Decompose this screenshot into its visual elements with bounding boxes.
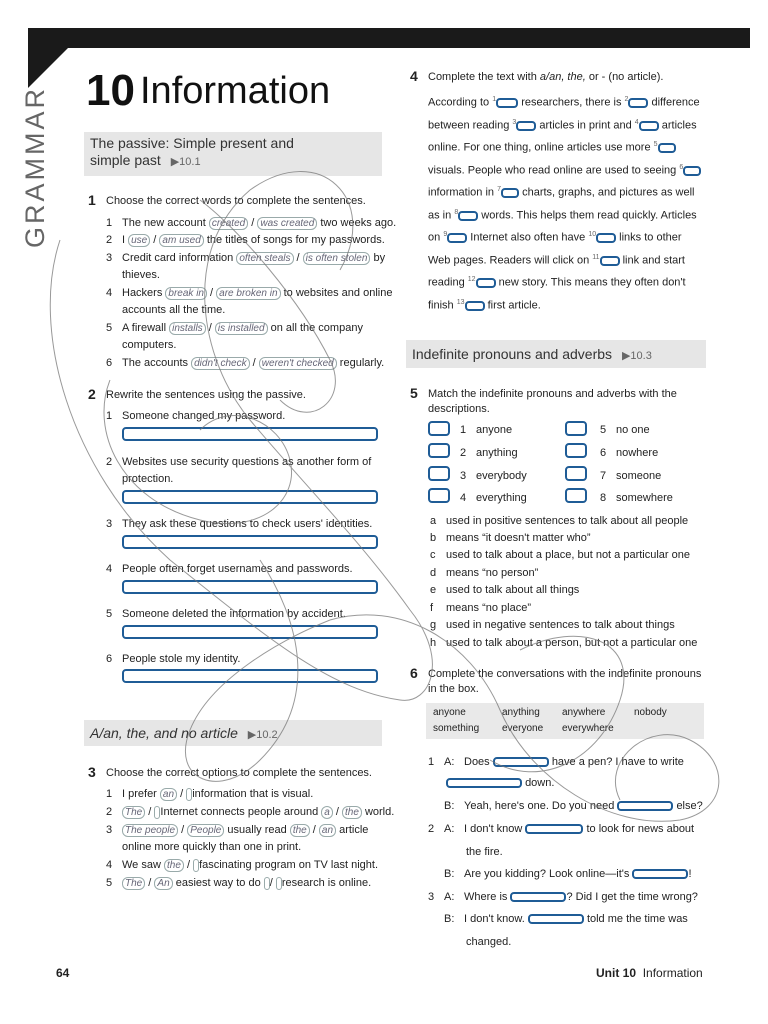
list-item: 3 Credit card information often steals / is often stolen by xyxy=(106,252,386,264)
exercise-instruction: Match the indefinite pronouns and adverbs with the xyxy=(428,388,677,400)
word-box-item: nobody xyxy=(634,707,667,718)
exercise-instruction: Choose the correct words to complete the sentences. xyxy=(106,195,366,207)
text-line: finish $^{13}$ first article. xyxy=(428,299,541,312)
word-box-item: everywhere xyxy=(562,723,614,734)
answer-field[interactable] xyxy=(122,490,378,504)
blank-field[interactable] xyxy=(528,914,584,924)
list-item: 5 no one xyxy=(600,424,650,436)
exercise-number: 1 xyxy=(88,192,96,208)
answer-field[interactable] xyxy=(122,669,378,683)
option-a[interactable]: didn't check xyxy=(191,357,250,370)
list-item: 1 The new account created / was created two weeks ago. xyxy=(106,217,397,229)
word-box-item: something xyxy=(433,723,480,734)
list-item: 4 everything xyxy=(460,492,527,504)
blank-field[interactable] xyxy=(510,892,566,902)
exercise-instruction: Choose the correct options to complete the sentences. xyxy=(106,767,372,779)
match-box[interactable] xyxy=(428,488,450,503)
list-item-cont: protection. xyxy=(122,473,174,485)
top-bar xyxy=(28,28,750,48)
option-b[interactable]: is often stolen xyxy=(303,252,371,265)
list-item-cont: accounts all the time. xyxy=(122,304,226,316)
side-label: GRAMMAR xyxy=(20,86,50,248)
blank-field[interactable] xyxy=(476,278,496,288)
blank-field[interactable] xyxy=(628,98,648,108)
answer-field[interactable] xyxy=(122,625,378,639)
list-item: 6 People stole my identity. xyxy=(106,653,241,665)
list-item: 1 I prefer an / information that is visual. xyxy=(106,788,314,800)
exercise-instruction: Complete the text with a/an, the, or - (no article). xyxy=(428,71,664,83)
section-header-articles: A/an, the, and no article ▶10.2 xyxy=(84,720,382,746)
footer-unit: Unit 10 Information xyxy=(596,966,703,980)
option-b[interactable]: are broken in xyxy=(216,287,280,300)
list-item: 2 Websites use security questions as another form of xyxy=(106,456,372,468)
exercise-number: 3 xyxy=(88,764,96,780)
option-a[interactable]: installs xyxy=(169,322,206,335)
list-item: 3 They ask these questions to check users' identities. xyxy=(106,518,373,530)
option-b[interactable]: was created xyxy=(257,217,317,230)
option-b[interactable]: is installed xyxy=(215,322,268,335)
blank-field[interactable] xyxy=(596,233,616,243)
list-item: 6 nowhere xyxy=(600,447,659,459)
blank-field[interactable] xyxy=(496,98,518,108)
text-line: as in $^8$ words. This helps them read quickly. Articles xyxy=(428,209,697,222)
blank-field[interactable] xyxy=(600,256,620,266)
conversation-line: down. xyxy=(446,776,554,790)
blank-field[interactable] xyxy=(525,824,583,834)
description-item: h used to talk about a person, but not a particular one xyxy=(430,637,698,649)
text-line: Web pages. Readers will click on $^{11}$ link and start xyxy=(428,254,685,267)
description-item: a used in positive sentences to talk about all people xyxy=(430,515,689,527)
blank-field[interactable] xyxy=(683,166,701,176)
list-item: 2 anything xyxy=(460,447,518,459)
blank-field[interactable] xyxy=(501,188,519,198)
word-box-item: anyone xyxy=(433,707,466,718)
list-item: 4 People often forget usernames and passwords. xyxy=(106,563,353,575)
exercise-instruction-cont: descriptions. xyxy=(428,403,490,415)
blank-field[interactable] xyxy=(493,757,549,767)
blank-field[interactable] xyxy=(639,121,659,131)
option-a[interactable]: created xyxy=(209,217,248,230)
conversation-line: changed. xyxy=(466,936,512,948)
option-b[interactable]: weren't checked xyxy=(259,357,337,370)
match-box[interactable] xyxy=(428,421,450,436)
list-item: 5 A firewall installs / is installed on all the company xyxy=(106,322,363,334)
list-item-cont: thieves. xyxy=(122,269,160,281)
exercise-instruction-cont: in the box. xyxy=(428,683,479,695)
conversation-line: the fire. xyxy=(466,846,503,858)
match-box[interactable] xyxy=(565,466,587,481)
description-item: f means “no place” xyxy=(430,602,531,614)
answer-field[interactable] xyxy=(122,580,378,594)
text-line: reading $^{12}$ new story. This means they often don't xyxy=(428,276,686,289)
exercise-number: 6 xyxy=(410,665,418,681)
blank-field[interactable] xyxy=(516,121,536,131)
list-item: 4 Hackers break in / are broken in to websites and online xyxy=(106,287,393,299)
match-box[interactable] xyxy=(428,443,450,458)
blank-field[interactable] xyxy=(458,211,478,221)
description-item: d means “no person” xyxy=(430,567,539,579)
list-item: 8 somewhere xyxy=(600,492,673,504)
list-item: 6 The accounts didn't check / weren't checked regularly. xyxy=(106,357,385,369)
match-box[interactable] xyxy=(565,488,587,503)
unit-number: 10 xyxy=(86,66,135,115)
blank-field[interactable] xyxy=(446,778,522,788)
exercise-instruction: Complete the conversations with the indefinite pronouns xyxy=(428,668,702,680)
blank-field[interactable] xyxy=(447,233,467,243)
exercise-instruction: Rewrite the sentences using the passive. xyxy=(106,389,306,401)
option-a[interactable]: break in xyxy=(165,287,207,300)
conversation-line: 3 A: Where is ? Did I get the time wrong? xyxy=(428,891,698,903)
list-item-cont: computers. xyxy=(122,339,177,351)
option-a[interactable]: use xyxy=(128,234,150,247)
description-item: g used in negative sentences to talk about things xyxy=(430,619,675,631)
answer-field[interactable] xyxy=(122,535,378,549)
section-header-pronouns: Indefinite pronouns and adverbs ▶10.3 xyxy=(406,340,706,368)
list-item: 5 Someone deleted the information by accident. xyxy=(106,608,346,620)
list-item: 2 I use / am used the titles of songs for my passwords. xyxy=(106,234,385,246)
exercise-number: 2 xyxy=(88,386,96,402)
list-item: 1 anyone xyxy=(460,424,513,436)
conversation-line: 1 A: Does have a pen? I have to write xyxy=(428,756,684,768)
text-line: information in $^7$ charts, graphs, and pictures as well xyxy=(428,186,695,199)
unit-title: Information xyxy=(140,70,331,112)
list-item: 5 The / An easiest way to do / research is online. xyxy=(106,877,372,889)
conversation-line: B: Are you kidding? Look online—it's ! xyxy=(444,868,692,880)
match-box[interactable] xyxy=(565,421,587,436)
text-line: online. For one thing, online articles use more $^5$ xyxy=(428,138,676,155)
list-item: 7 someone xyxy=(600,470,662,482)
word-box-item: everyone xyxy=(502,723,544,734)
option-b[interactable]: am used xyxy=(159,234,203,247)
text-line: According to $^1$ researchers, there is $^2$ difference xyxy=(428,96,700,109)
match-box[interactable] xyxy=(565,443,587,458)
section-header-passive: The passive: Simple present and simple past ▶10.1 xyxy=(84,132,382,176)
description-item: e used to talk about all things xyxy=(430,584,580,596)
blank-field[interactable] xyxy=(617,801,673,811)
match-box[interactable] xyxy=(428,466,450,481)
list-item: 1 Someone changed my password. xyxy=(106,410,286,422)
word-box-item: anywhere xyxy=(562,707,606,718)
word-box xyxy=(426,703,704,739)
exercise-number: 5 xyxy=(410,385,418,401)
text-line: visuals. People who read online are used to seeing $^6$ xyxy=(428,161,701,178)
list-item-cont: online more quickly than one in print. xyxy=(122,841,302,853)
page-number: 64 xyxy=(56,966,70,980)
blank-field[interactable] xyxy=(465,301,485,311)
list-item: 3 The people / People usually read the / an article xyxy=(106,824,369,836)
list-item: 2 The / Internet connects people around a / the world. xyxy=(106,806,395,818)
text-line: between reading $^3$ articles in print and $^4$ articles xyxy=(428,119,697,132)
text-line: on $^9$ Internet also often have $^{10}$ links to other xyxy=(428,231,682,244)
conversation-line: B: I don't know. told me the time was xyxy=(444,913,688,925)
blank-field[interactable] xyxy=(658,143,676,153)
list-item: 3 everybody xyxy=(460,470,527,482)
conversation-line: 2 A: I don't know to look for news about xyxy=(428,823,695,835)
answer-field[interactable] xyxy=(122,427,378,441)
conversation-line: B: Yeah, here's one. Do you need else? xyxy=(444,800,703,812)
exercise-number: 4 xyxy=(410,68,418,84)
word-box-item: anything xyxy=(502,707,540,718)
description-item: c used to talk about a place, but not a particular one xyxy=(430,549,690,561)
option-a[interactable]: often steals xyxy=(236,252,293,265)
list-item: 4 We saw the / fascinating program on TV last night. xyxy=(106,859,379,871)
description-item: b means “it doesn't matter who” xyxy=(430,532,591,544)
blank-field[interactable] xyxy=(632,869,688,879)
